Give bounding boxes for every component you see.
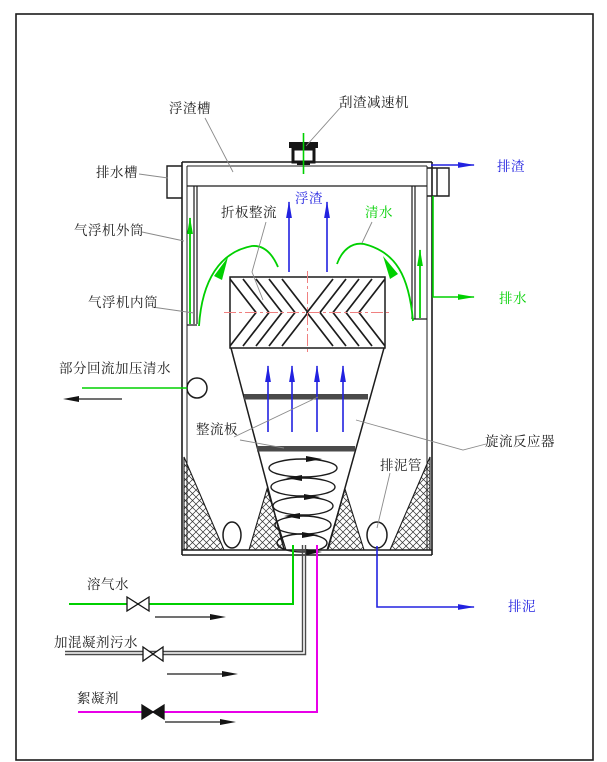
folded-plate-box: [224, 271, 391, 354]
reflux-nozzle: [187, 378, 207, 398]
label-sludge-pipe: 排泥管: [380, 458, 422, 473]
label-sludge-discharge: 排泥: [508, 599, 536, 614]
label-water-discharge: 排水: [499, 291, 527, 306]
label-reflux-water: 部分回流加压清水: [59, 361, 171, 376]
label-dissolved-air-water: 溶气水: [87, 577, 129, 592]
label-scum: 浮渣: [295, 191, 323, 206]
label-cyclone-reactor: 旋流反应器: [485, 434, 555, 449]
label-inner-cylinder: 气浮机内筒: [88, 295, 158, 310]
rectifier-plate-lower: [257, 446, 355, 452]
label-folded-plate: 折板整流: [221, 205, 277, 220]
label-scraper-reducer: 刮渣减速机: [339, 95, 409, 110]
label-scum-trough: 浮渣槽: [169, 101, 211, 116]
label-rectifier-plate: 整流板: [196, 422, 238, 437]
label-drain-trough: 排水槽: [96, 165, 138, 180]
label-outer-cylinder: 气浮机外筒: [74, 223, 144, 238]
rectifier-plate-upper: [244, 394, 368, 400]
label-clear-water: 清水: [365, 205, 393, 220]
label-flocculant: 絮凝剂: [77, 691, 119, 706]
label-scum-discharge: 排渣: [497, 159, 525, 174]
label-coagulant-wastewater: 加混凝剂污水: [54, 635, 138, 650]
